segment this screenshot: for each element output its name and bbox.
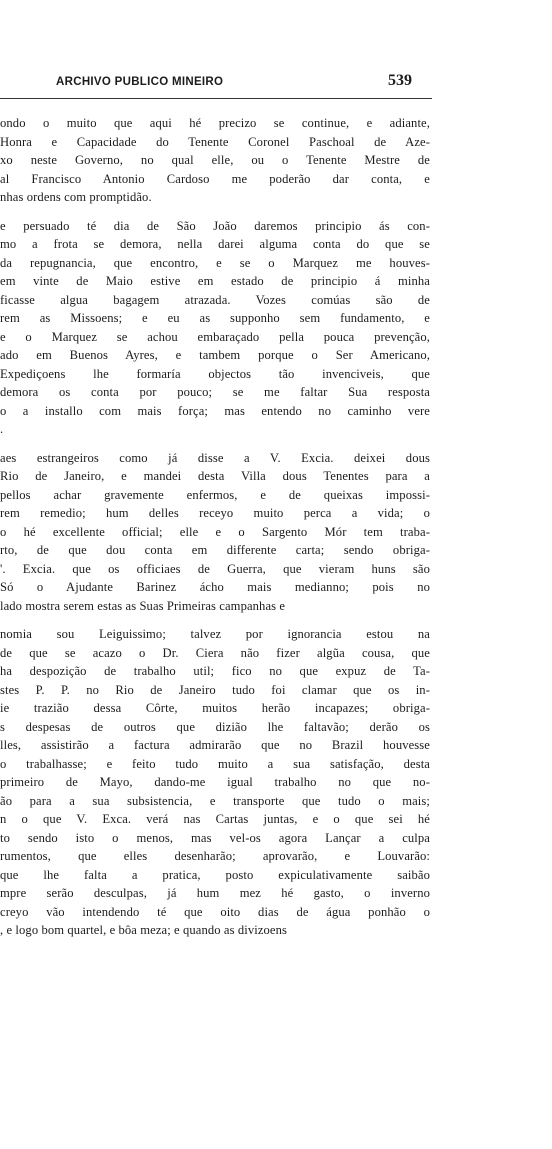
text-line: s despesas de outros que dizião lhe faltavão; derão os	[0, 719, 430, 734]
text-line: nomia sou Leiguissimo; talvez por ignorancia estou na	[0, 627, 430, 641]
text-line: ão para a sua subsistencia, e transporte que tudo o mais;	[0, 793, 430, 808]
text-line: lado mostra serem estas as Suas Primeiras campanhas e	[0, 598, 286, 613]
text-line: o trabalhasse; e feito tudo muito a sua satisfação, desta	[0, 756, 430, 771]
text-line: Expediçoens lhe formaría objectos tão invenciveis, que	[0, 366, 430, 381]
text-line: em vinte de Maio estive em estado de principio á minha	[0, 274, 430, 288]
text-line: Rio de Janeiro, e mandei desta Villa dous Tenentes para a	[0, 469, 430, 483]
page-number: 539	[388, 72, 412, 89]
paragraph	[0, 114, 430, 207]
paragraph	[0, 217, 430, 439]
text-line: ha despozição de trabalho util; fico no que expuz de Ta-	[0, 664, 430, 678]
text-line: nhas ordens com promptidão.	[0, 190, 152, 204]
paragraph	[0, 625, 430, 940]
text-line: rem remedio; hum delles receyo muito perca a vida; o	[0, 506, 430, 520]
text-line: o a installo com mais força; mas entendo no caminho vere	[0, 403, 430, 418]
text-line: Honra e Capacidade do Tenente Coronel Paschoal de Aze-	[0, 134, 430, 149]
text-line: , e logo bom quartel, e bôa meza; e quando as divizoens	[0, 923, 288, 937]
text-line: mpre serão desculpas, já hum mez hé gasto, o inverno	[0, 886, 430, 900]
text-line: ondo o muito que aqui hé precizo se continue, e adiante,	[0, 116, 430, 130]
text-line: rto, de que dou conta em differente carta; sendo obriga-	[0, 543, 430, 557]
text-line: ficasse algua bagagem atrazada. Vozes comúas são de	[0, 292, 430, 307]
text-line: al Francisco Antonio Cardoso me poderão dar conta, e	[0, 171, 430, 186]
running-title: ARCHIVO PUBLICO MINEIRO	[56, 76, 224, 88]
header-rule	[0, 98, 432, 99]
text-line: ado em Buenos Ayres, e tambem porque o Ser Americano,	[0, 348, 430, 362]
text-line: da repugnancia, que encontro, e se o Marquez me houves-	[0, 255, 430, 270]
running-head	[0, 72, 552, 96]
text-line: e persuado té dia de São João daremos principio ás con-	[0, 218, 430, 233]
text-line: n o que V. Exca. verá nas Cartas juntas, e o que sei hé	[0, 812, 430, 826]
text-line: lles, assistirão a factura admirarão que no Brazil houvesse	[0, 738, 430, 752]
text-line: .	[0, 422, 4, 436]
text-line: rem as Missoens; e eu as supponho sem fundamento, e	[0, 311, 430, 325]
text-line: demora os conta por pouco; se me faltar Sua resposta	[0, 385, 430, 399]
body-text	[0, 114, 430, 940]
text-line: o hé excellente official; elle e o Sargento Mór tem traba-	[0, 524, 430, 539]
text-line: rumentos, que elles desenharão; aprovarão, e Louvarão:	[0, 849, 430, 863]
text-line: to sendo isto o menos, mas vel-os agora Lançar a culpa	[0, 830, 430, 845]
text-line: Só o Ajudante Barinez ácho mais medianno; pois no	[0, 580, 430, 594]
text-line: stes P. P. no Rio de Janeiro tudo foi clamar que os in-	[0, 682, 430, 697]
text-line: de que se acazo o Dr. Ciera não fizer algũa cousa, que	[0, 645, 430, 660]
text-line: '. Excia. que os officiaes de Guerra, que vieram huns são	[0, 561, 430, 576]
text-line: que lhe falta a pratica, posto expiculativamente saibão	[0, 867, 430, 882]
text-line: ie trazião dessa Côrte, muitos herão incapazes; obriga-	[0, 701, 430, 715]
text-line: aes estrangeiros como já disse a V. Excia. deixei dous	[0, 450, 430, 465]
text-line: pellos achar gravemente enfermos, e de queixas impossi-	[0, 487, 430, 502]
text-line: e o Marquez se achou embaraçado pella pouca prevenção,	[0, 329, 430, 344]
text-line: creyo vão intendendo té que oito dias de água ponhão o	[0, 904, 430, 919]
text-line: primeiro de Mayo, dando-me igual trabalho no que no-	[0, 775, 430, 789]
text-line: mo a frota se demora, nella darei alguma conta do que se	[0, 237, 430, 251]
paragraph	[0, 449, 430, 616]
text-line: xo neste Governo, no qual elle, ou o Tenente Mestre de	[0, 153, 430, 167]
